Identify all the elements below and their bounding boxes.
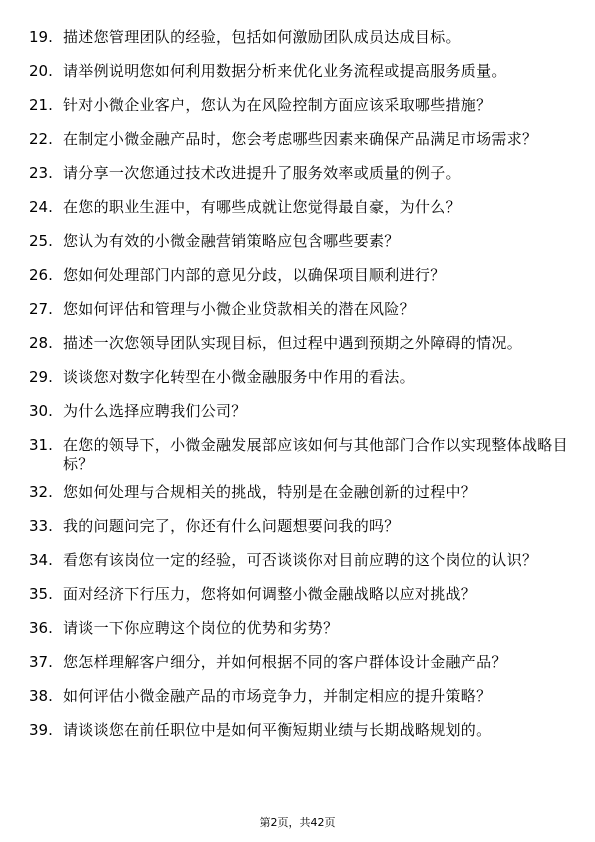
question-number: 34.	[29, 551, 53, 569]
question-number: 27.	[29, 300, 53, 318]
question-text: 请举例说明您如何利用数据分析来优化业务流程或提高服务质量。	[63, 62, 507, 80]
question-number: 20.	[29, 62, 53, 80]
question-text: 您如何处理部门内部的意见分歧，以确保项目顺利进行？	[63, 266, 446, 284]
question-text: 请谈一下你应聘这个岗位的优势和劣势？	[63, 619, 339, 637]
question-number: 19.	[29, 28, 53, 46]
question-item	[29, 687, 569, 706]
question-number: 23.	[29, 164, 53, 182]
question-number: 21.	[29, 96, 53, 114]
question-number: 33.	[29, 517, 53, 535]
question-number: 37.	[29, 653, 53, 671]
question-item	[29, 130, 569, 149]
question-number: 39.	[29, 721, 53, 739]
question-number: 26.	[29, 266, 53, 284]
question-number: 36.	[29, 619, 53, 637]
question-text: 在您的职业生涯中，有哪些成就让您觉得最自豪，为什么？	[63, 198, 461, 216]
question-text: 针对小微企业客户，您认为在风险控制方面应该采取哪些措施？	[63, 96, 492, 114]
question-number: 24.	[29, 198, 53, 216]
question-item	[29, 402, 569, 421]
question-list	[29, 28, 569, 755]
question-number: 25.	[29, 232, 53, 250]
question-item	[29, 619, 569, 638]
question-number: 29.	[29, 368, 53, 386]
question-item	[29, 585, 569, 604]
question-text: 您如何处理与合规相关的挑战，特别是在金融创新的过程中？	[63, 483, 477, 501]
question-item	[29, 266, 569, 285]
question-text: 看您有该岗位一定的经验，可否谈谈你对目前应聘的这个岗位的认识？	[63, 551, 538, 569]
question-text: 我的问题问完了，你还有什么问题想要问我的吗？	[63, 517, 400, 535]
page-footer: 第2页，共42页	[259, 816, 336, 829]
question-number: 31.	[29, 436, 53, 454]
question-item	[29, 334, 569, 353]
question-item	[29, 198, 569, 217]
question-text: 您认为有效的小微金融营销策略应包含哪些要素？	[63, 232, 400, 250]
question-text: 请分享一次您通过技术改进提升了服务效率或质量的例子。	[63, 164, 461, 182]
question-item	[29, 436, 569, 474]
question-text: 请谈谈您在前任职位中是如何平衡短期业绩与长期战略规划的。	[63, 721, 492, 739]
question-text: 描述您管理团队的经验，包括如何激励团队成员达成目标。	[63, 28, 461, 46]
question-item	[29, 721, 569, 740]
question-item	[29, 96, 569, 115]
question-item	[29, 62, 569, 81]
question-item	[29, 164, 569, 183]
question-text: 您如何评估和管理与小微企业贷款相关的潜在风险？	[63, 300, 415, 318]
question-item	[29, 300, 569, 319]
question-item	[29, 551, 569, 570]
question-number: 22.	[29, 130, 53, 148]
question-item	[29, 368, 569, 387]
question-number: 32.	[29, 483, 53, 501]
question-text: 面对经济下行压力，您将如何调整小微金融战略以应对挑战？	[63, 585, 477, 603]
question-number: 30.	[29, 402, 53, 420]
question-item	[29, 232, 569, 251]
question-text: 在制定小微金融产品时，您会考虑哪些因素来确保产品满足市场需求？	[63, 130, 538, 148]
question-number: 38.	[29, 687, 53, 705]
question-item	[29, 28, 569, 47]
question-number: 28.	[29, 334, 53, 352]
question-item	[29, 517, 569, 536]
question-text: 描述一次您领导团队实现目标，但过程中遇到预期之外障碍的情况。	[63, 334, 523, 352]
question-item	[29, 483, 569, 502]
question-text: 如何评估小微金融产品的市场竞争力，并制定相应的提升策略？	[63, 687, 492, 705]
question-item	[29, 653, 569, 672]
question-number: 35.	[29, 585, 53, 603]
question-text: 在您的领导下，小微金融发展部应该如何与其他部门合作以实现整体战略目标？	[63, 436, 568, 473]
question-text: 为什么选择应聘我们公司？	[63, 402, 247, 420]
question-text: 您怎样理解客户细分，并如何根据不同的客户群体设计金融产品？	[63, 653, 507, 671]
question-text: 谈谈您对数字化转型在小微金融服务中作用的看法。	[63, 368, 415, 386]
